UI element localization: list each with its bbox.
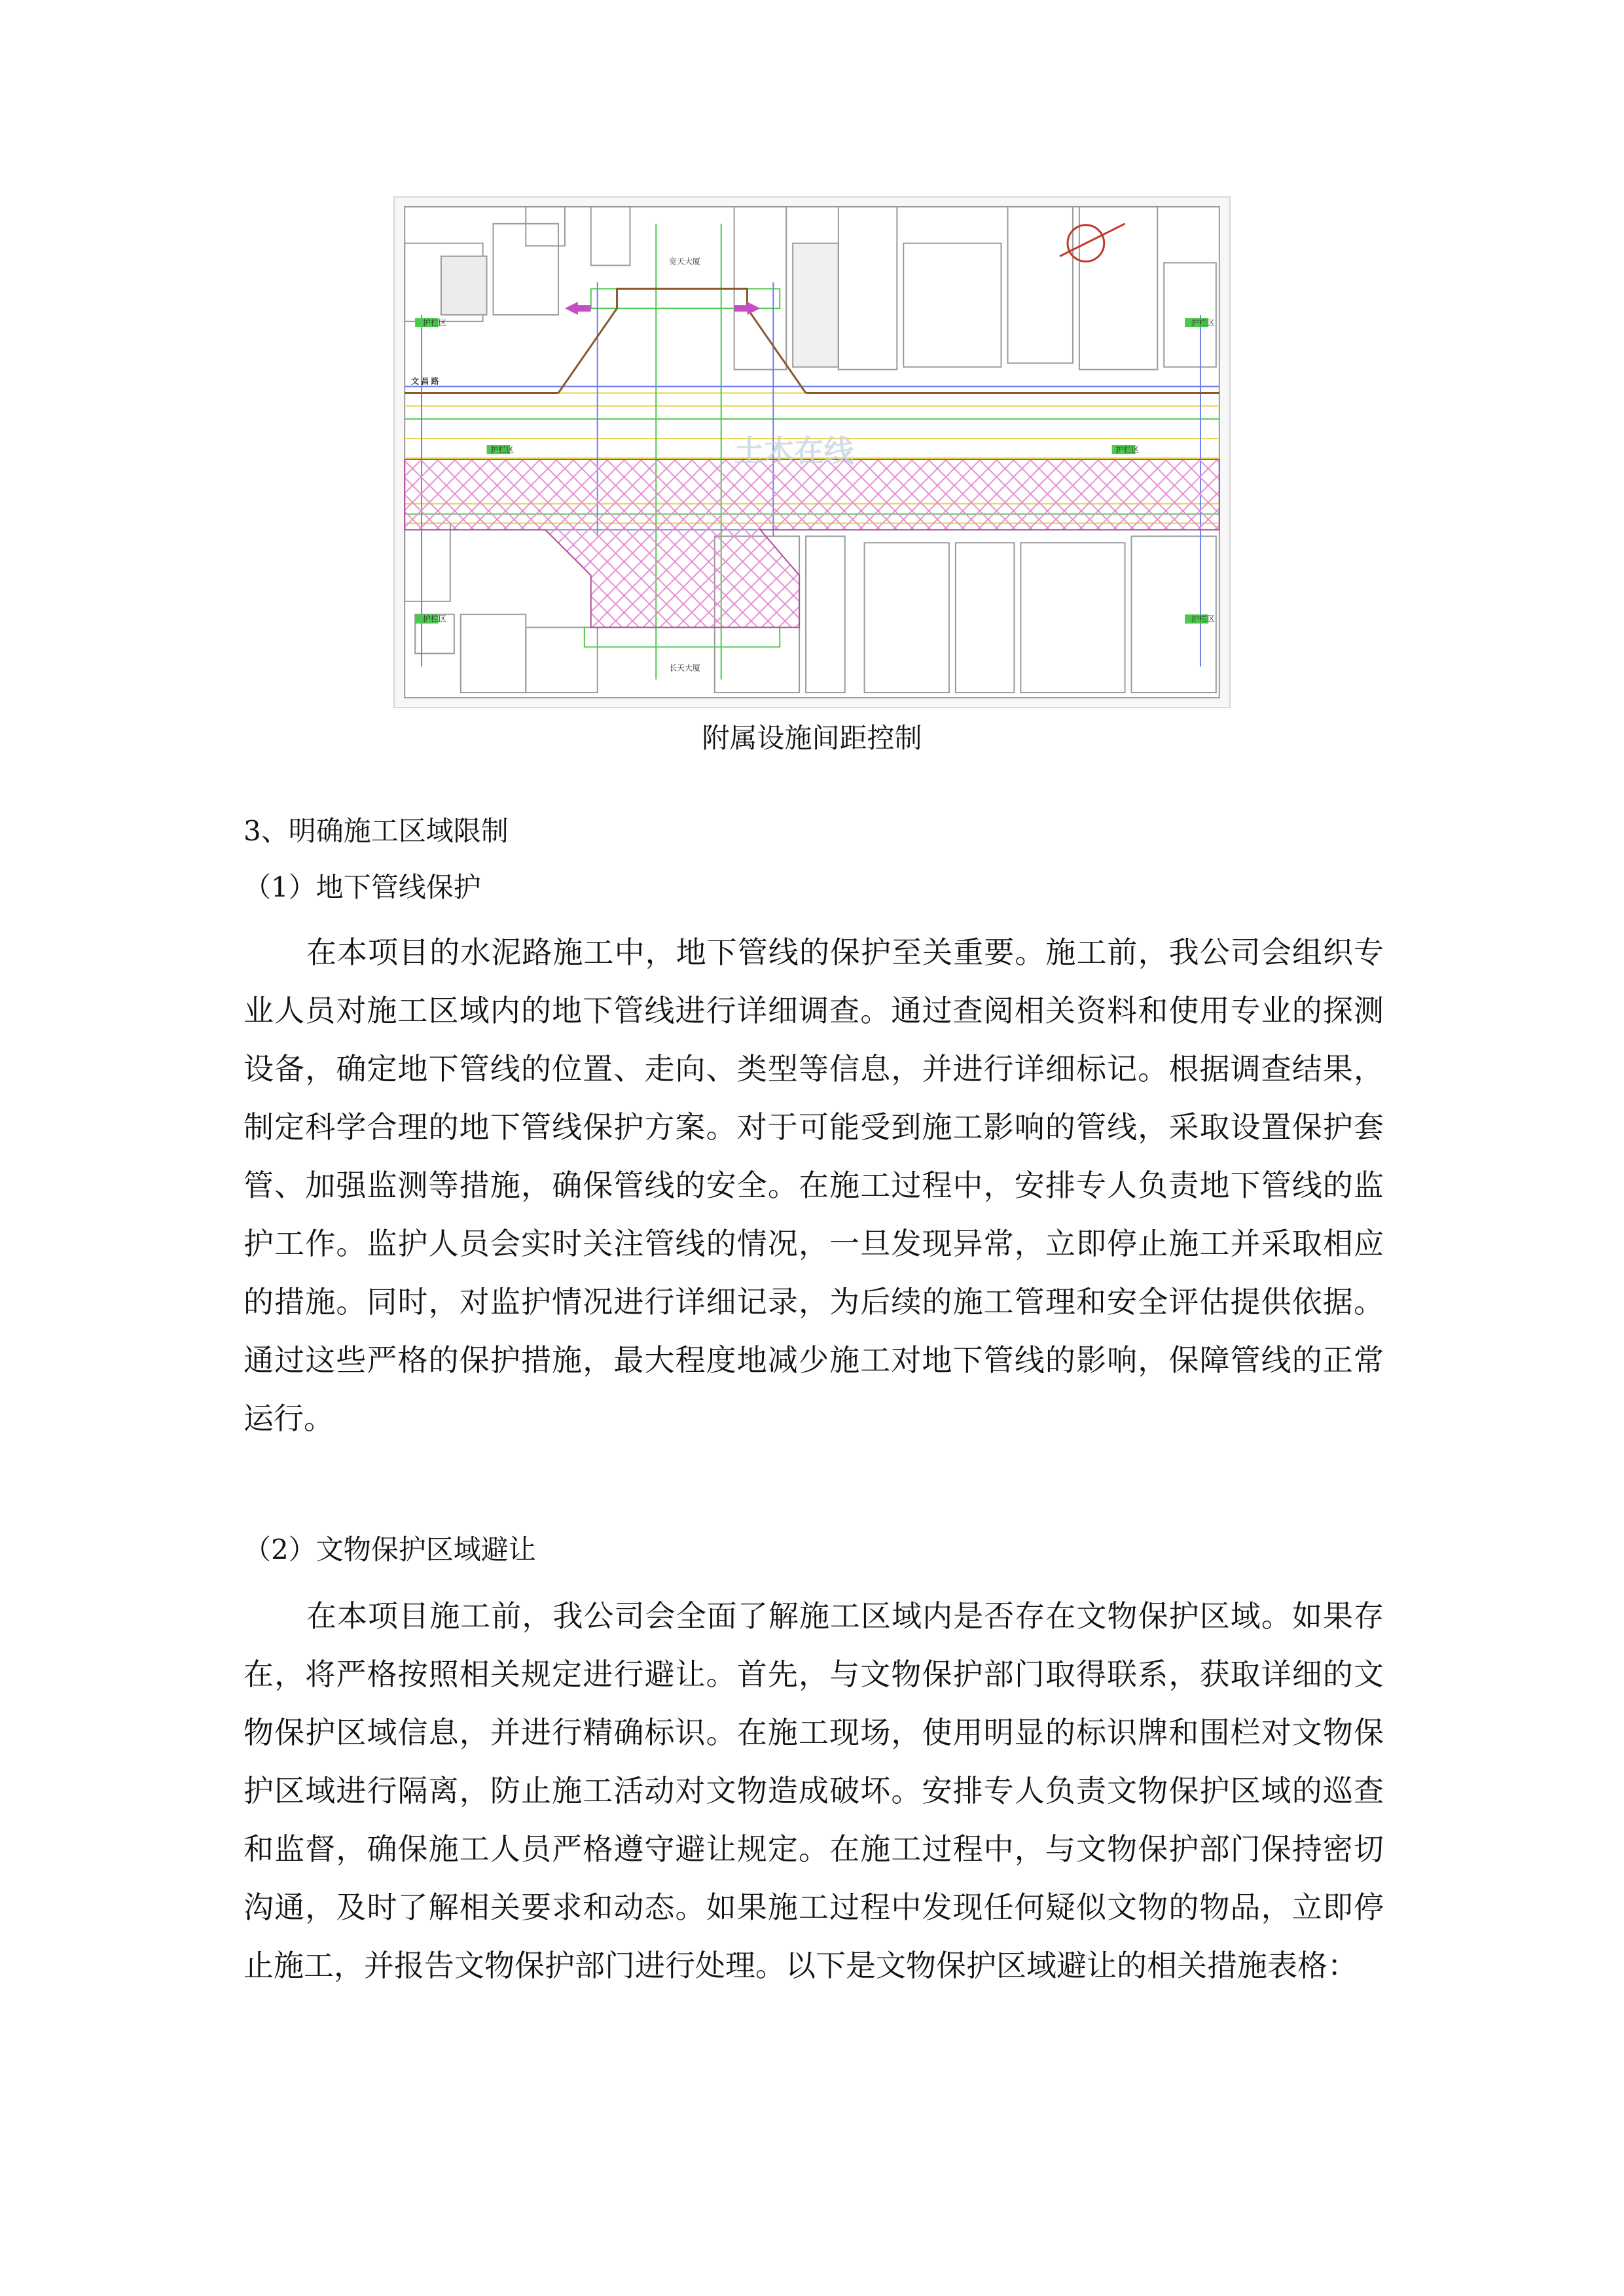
subsection-2-body: 在本项目施工前，我公司会全面了解施工区域内是否存在文物保护区域。如果存在，将严格按照相关规定进行避让。首先，与文物保护部门取得联系，获取详细的文物保护区域信息，并进行精确标识。在施工现场，使用明显的标识牌和围栏对文物保护区域进行隔离，防止施工活动对文物造成破坏。安排专人负责文物保护区域的巡查和监督，确保施工人员严格遵守避让规定。在施工过程中，与文物保护部门保持密切沟通，及时了解相关要求和动态。如果施工过程中发现任何疑似文物的物品，立即停止施工，并报告文物保护部门进行处理。以下是文物保护区域避让的相关措施表格： xyxy=(244,1598,1384,1983)
subsection-1-title: （1）地下管线保护 xyxy=(244,871,481,903)
label-mid-tag-left: 护栏区 xyxy=(490,445,514,454)
site-plan-figure xyxy=(393,196,1231,708)
label-north-building: 宽天大厦 xyxy=(669,257,700,266)
label-left-top-tag: 护栏区 xyxy=(423,317,446,327)
label-right-bottom-tag: 护栏区 xyxy=(1191,614,1215,624)
site-plan-drawing xyxy=(395,198,1229,707)
label-mid-tag-right: 护栏区 xyxy=(1115,445,1140,454)
subsection-1-body: 在本项目的水泥路施工中，地下管线的保护至关重要。施工前，我公司会组织专业人员对施工区域内的地下管线进行详细调查。通过查阅相关资料和使用专业的探测设备，确定地下管线的位置、走向、类型等信息，并进行详细标记。根据调查结果，制定科学合理的地下管线保护方案。对于可能受到施工影响的管线，采取设置保护套管、加强监测等措施，确保管线的安全。在施工过程中，安排专人负责地下管线的监护工作。监护人员会实时关注管线的情况，一旦发现异常，立即停止施工并采取相应的措施。同时，对监护情况进行详细记录，为后续的施工管理和安全评估提供依据。通过这些严格的保护措施，最大程度地减少施工对地下管线的影响，保障管线的正常运行。 xyxy=(244,935,1384,1436)
watermark: 土木在线 xyxy=(734,434,854,468)
label-left-road: 文 昌 路 xyxy=(411,376,439,386)
subsection-2-title: （2）文物保护区域避让 xyxy=(244,1534,536,1566)
label-left-bottom-tag: 护栏区 xyxy=(423,614,446,624)
section-title: 3、明确施工区域限制 xyxy=(244,815,509,847)
figure-caption: 附属设施间距控制 xyxy=(702,722,922,754)
label-right-top-tag: 护栏区 xyxy=(1191,317,1215,327)
label-south-building: 长天大厦 xyxy=(669,663,700,673)
